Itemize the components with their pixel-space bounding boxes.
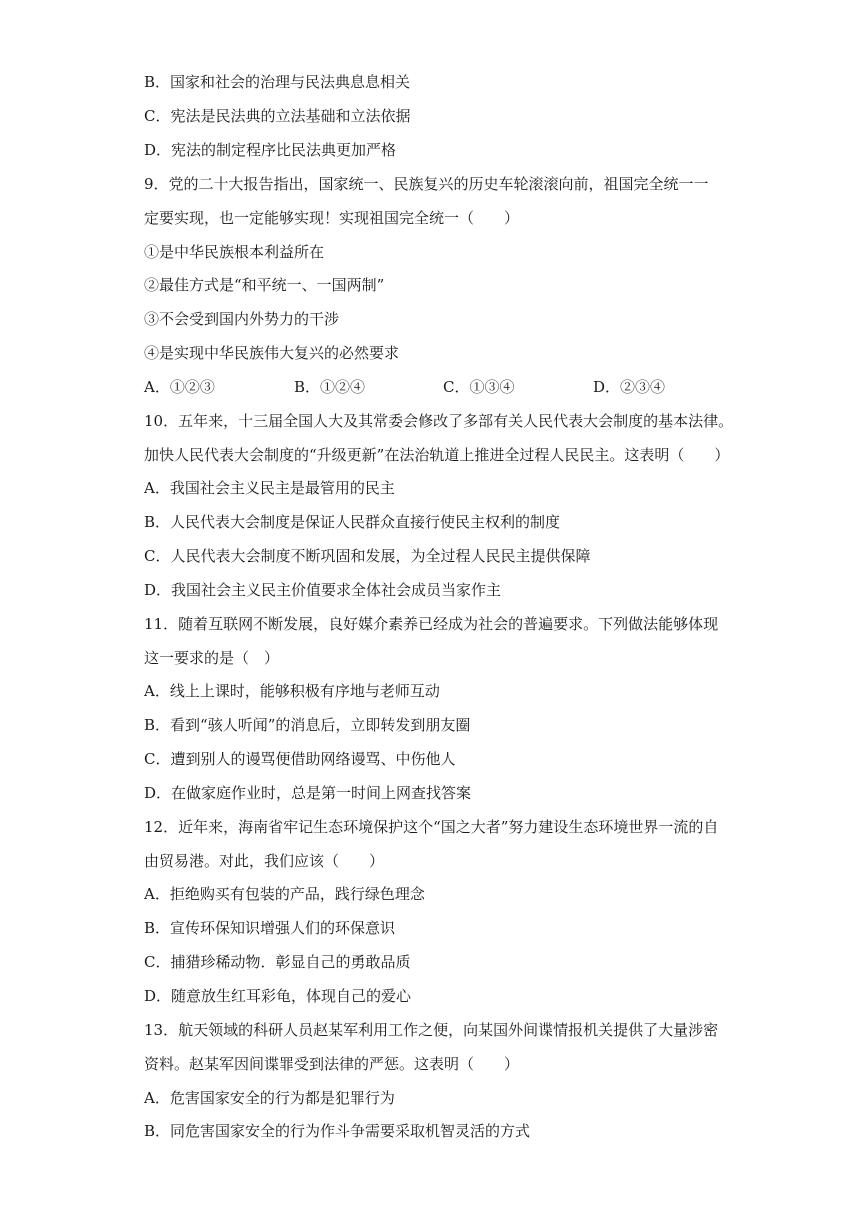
q9-option-d: D．②③④: [593, 378, 666, 396]
q13-stem-line-2: 资料。赵某军因间谍罪受到法律的严惩。这表明（ ）: [144, 1055, 520, 1073]
q9-item-1: ①是中华民族根本利益所在: [144, 243, 325, 261]
q8-option-b: B．国家和社会的治理与民法典息息相关: [144, 73, 411, 91]
q9-stem-line-1: 9．党的二十大报告指出，国家统一、民族复兴的历史车轮滚滚向前，祖国完全统一一: [144, 175, 709, 193]
q9-option-b: B．①②④: [294, 378, 366, 396]
q11-stem-line-1: 11．随着互联网不断发展，良好媒介素养已经成为社会的普遍要求。下列做法能够体现: [144, 615, 719, 633]
q13-option-a: A．危害国家安全的行为都是犯罪行为: [144, 1089, 395, 1107]
q9-stem-line-2: 定要实现，也一定能够实现！实现祖国完全统一（ ）: [144, 209, 520, 227]
q12-option-d: D．随意放生红耳彩龟，体现自己的爱心: [144, 987, 412, 1005]
q12-option-b: B．宣传环保知识增强人们的环保意识: [144, 919, 396, 937]
q9-item-2: ②最佳方式是“和平统一、一国两制”: [144, 276, 385, 294]
q8-option-c: C．宪法是民法典的立法基础和立法依据: [144, 107, 411, 125]
q11-option-a: A．线上上课时，能够积极有序地与老师互动: [144, 682, 440, 700]
q12-option-c: C．捕猎珍稀动物．彰显自己的勇敢品质: [144, 953, 411, 971]
q10-option-d: D．我国社会主义民主价值要求全体社会成员当家作主: [144, 581, 502, 599]
q11-option-d: D．在做家庭作业时，总是第一时间上网查找答案: [144, 784, 472, 802]
q10-stem-line-2: 加快人民代表大会制度的“升级更新”在法治轨道上推进全过程人民民主。这表明（ ）: [144, 446, 730, 464]
q13-stem-line-1: 13．航天领域的科研人员赵某军利用工作之便，向某国外间谍情报机关提供了大量涉密: [144, 1021, 719, 1039]
q11-option-c: C．遭到别人的谩骂便借助网络谩骂、中伤他人: [144, 750, 456, 768]
q9-option-c: C．①③④: [443, 378, 515, 396]
q11-stem-line-2: 这一要求的是（ ）: [144, 649, 280, 667]
q9-item-4: ④是实现中华民族伟大复兴的必然要求: [144, 344, 400, 362]
q11-option-b: B．看到“骇人听闻”的消息后，立即转发到朋友圈: [144, 716, 471, 734]
q13-option-b: B．同危害国家安全的行为作斗争需要采取机智灵活的方式: [144, 1122, 531, 1140]
q10-option-b: B．人民代表大会制度是保证人民群众直接行使民主权利的制度: [144, 513, 561, 531]
q9-option-a: A．①②③: [144, 378, 215, 396]
q12-stem-line-2: 由贸易港。对此，我们应该（ ）: [144, 852, 385, 870]
q10-option-a: A．我国社会主义民主是最管用的民主: [144, 479, 395, 497]
q12-stem-line-1: 12．近年来，海南省牢记生态环境保护这个“国之大者”努力建设生态环境世界一流的自: [144, 818, 719, 836]
q10-stem-line-1: 10．五年来，十三届全国人大及其常委会修改了多部有关人民代表大会制度的基本法律。: [144, 412, 734, 430]
q10-option-c: C．人民代表大会制度不断巩固和发展，为全过程人民民主提供保障: [144, 547, 591, 565]
q9-item-3: ③不会受到国内外势力的干涉: [144, 310, 340, 328]
q12-option-a: A．拒绝购买有包装的产品，践行绿色理念: [144, 885, 425, 903]
q8-option-d: D．宪法的制定程序比民法典更加严格: [144, 141, 397, 159]
